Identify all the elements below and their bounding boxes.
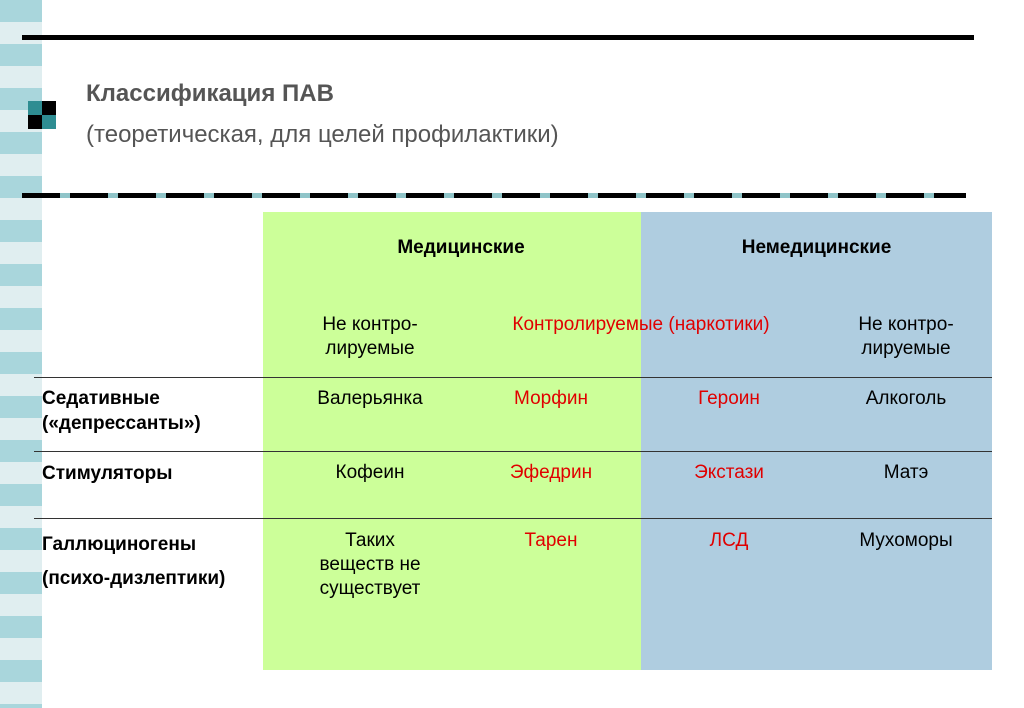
row-label-line: Галлюциногены [42, 534, 197, 555]
table-cell: Кофеин [335, 462, 405, 483]
decor-square-4 [42, 115, 56, 129]
table-cell: Героин [698, 388, 760, 409]
table-cell: ЛСД [709, 530, 749, 551]
subheader-uncontrolled-nonmedical [818, 313, 994, 361]
row-label-hallucinogens [42, 528, 225, 596]
decor-square-3 [28, 115, 42, 129]
row-label-line: (психо-дизлептики) [42, 568, 226, 589]
subheader-line: лируемые [861, 338, 951, 359]
row-label-sedatives [42, 386, 201, 436]
cell-line: существует [319, 578, 421, 599]
table-cell: Матэ [883, 462, 929, 483]
row-label-line: («депрессанты») [42, 413, 201, 434]
subheader-line: Не контро- [322, 314, 418, 335]
table-cell: Тарен [524, 530, 578, 551]
top-rule [22, 35, 974, 40]
subheader-controlled: Контролируемые (наркотики) [512, 314, 770, 335]
row-label-line: Стимуляторы [42, 463, 173, 484]
divider-dashed-rule [22, 193, 966, 198]
subheader-uncontrolled-medical [282, 313, 458, 361]
table-cell: Мухоморы [859, 530, 953, 551]
table-cell: Алкоголь [865, 388, 947, 409]
cell-line: веществ не [319, 554, 421, 575]
cell-line: Таких [345, 530, 395, 551]
table-cell: Морфин [514, 388, 588, 409]
row-separator [34, 518, 992, 519]
slide-subtitle: (теоретическая, для целей профилактики) [86, 121, 559, 148]
row-separator [34, 377, 992, 378]
table-cell [282, 529, 458, 601]
subheader-line: Не контро- [858, 314, 954, 335]
table-cell: Эфедрин [509, 462, 593, 483]
header-nonmedical: Немедицинские [741, 237, 892, 258]
table-cell: Валерьянка [317, 388, 423, 409]
medical-column-background [263, 212, 641, 670]
row-label-stimulants [42, 461, 172, 486]
decor-square-2 [42, 101, 56, 115]
decor-square-1 [28, 101, 42, 115]
subheader-line: лируемые [325, 338, 415, 359]
table-cell: Экстази [694, 462, 764, 483]
nonmedical-column-background [641, 212, 992, 670]
row-separator [34, 451, 992, 452]
row-label-line: Седативные [42, 388, 160, 409]
slide-title: Классификация ПАВ [86, 80, 334, 107]
header-medical: Медицинские [397, 237, 525, 258]
